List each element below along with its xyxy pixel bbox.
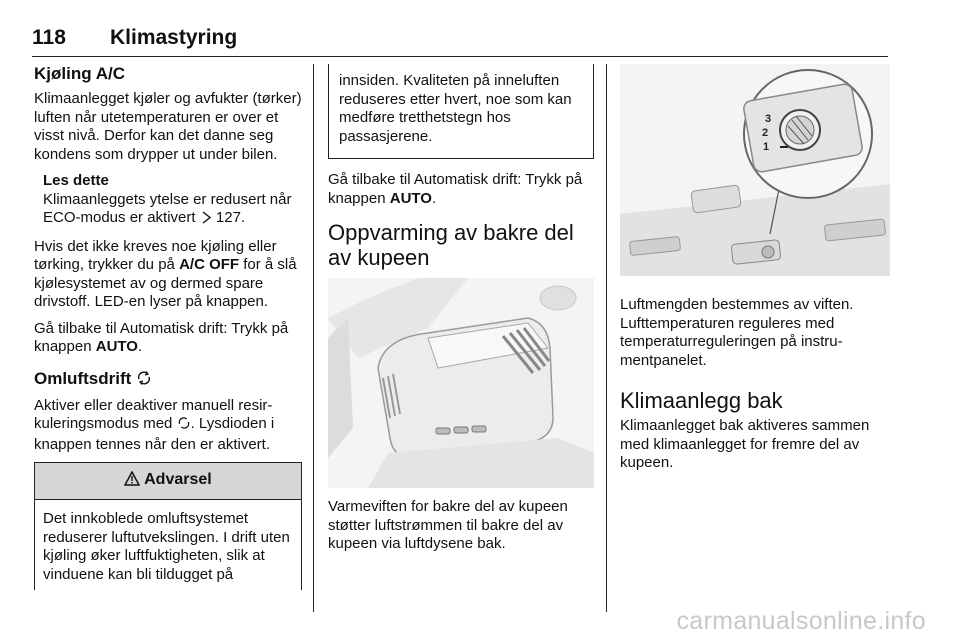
- section-heading-recirculation: Omluftsdrift: [34, 369, 302, 391]
- note-block: [34, 172, 302, 230]
- section-heading-rear-heating: Oppvarming av bakre del av kupeen: [328, 220, 574, 270]
- warning-header: Advarsel: [35, 463, 301, 500]
- column-divider: [313, 64, 314, 612]
- column-1: [34, 64, 302, 590]
- dial-label-1: 1: [763, 141, 770, 153]
- rear-ac-paragraph: Klimaanlegget bak aktiveres sammen med klimaanlegget for fremre del av kupeen.: [620, 417, 870, 471]
- warning-text: Det innkoblede omluftsystemet reduserer luftutvekslingen. I drift uten kjøling øker luftfuktigheten, slik at vinduene kan bli tildugget på: [43, 510, 290, 583]
- recirculation-icon: [177, 416, 191, 436]
- warning-continued: innsiden. Kvaliteten på inneluften reduseres etter hvert, noe som kan medføre tretthetstegn hos passasjerene.: [328, 64, 594, 159]
- cooling-paragraph: Klimaanlegget kjøler og avfukter (tørker) luften når utetemperaturen er over et visst nivå. Derfor kan det danne seg kondens som drypper ut under bilen.: [34, 90, 302, 163]
- page-number: 118: [32, 26, 66, 49]
- page-reference-icon: [200, 211, 212, 230]
- note-title: Les dette: [43, 172, 109, 189]
- auto-label: AUTO: [389, 189, 432, 207]
- chapter-title: Klimastyring: [110, 26, 238, 49]
- auto-paragraph-2: Gå tilbake til Automatisk drift: Trykk på knappen AUTO.: [328, 171, 583, 207]
- page-header: [32, 22, 888, 57]
- column-divider: [606, 64, 607, 612]
- warning-triangle-icon: [124, 471, 140, 491]
- note-page-ref[interactable]: 127.: [215, 209, 246, 226]
- recirculation-paragraph: Aktiver eller deaktiver manuell resir-kuleringsmodus med . Lysdioden i knappen tennes når den er aktivert.: [34, 396, 275, 453]
- ac-off-label: A/C OFF: [179, 256, 240, 273]
- rear-fan-control-illustration: [620, 64, 890, 276]
- dial-label-3: 3: [765, 113, 772, 125]
- section-heading-cooling: Kjøling A/C: [34, 64, 125, 83]
- section-heading-rear-ac: Klimaanlegg bak: [620, 388, 783, 413]
- column-3: [620, 64, 890, 481]
- rear-heater-illustration: [328, 278, 594, 488]
- watermark: carmanualsonline.info: [676, 607, 926, 635]
- dial-label-2: 2: [762, 127, 769, 139]
- warning-box: [34, 462, 302, 590]
- column-2: [328, 64, 594, 562]
- auto-label: AUTO: [95, 338, 138, 355]
- ac-off-paragraph: Hvis det ikke kreves noe kjøling eller tørking, trykker du på A/C OFF for å slå kjølesystemet av og dermed spare drivstoff. LED-en lyser på knappen.: [34, 237, 297, 310]
- auto-paragraph: Gå tilbake til Automatisk drift: Trykk på knappen AUTO.: [34, 319, 289, 355]
- recirculation-icon: [136, 370, 152, 391]
- note-text: Klimaanleggets ytelse er redusert når ECO-modus er aktivert 127.: [43, 191, 302, 230]
- rear-heating-paragraph: Varmeviften for bakre del av kupeen støtter luftstrømmen til bakre del av kupeen via luftdysene bak.: [328, 498, 568, 552]
- airflow-paragraph: Luftmengden bestemmes av viften. Lufttemperaturen reguleres med temperaturreguleringen på instru-mentpanelet.: [620, 296, 854, 369]
